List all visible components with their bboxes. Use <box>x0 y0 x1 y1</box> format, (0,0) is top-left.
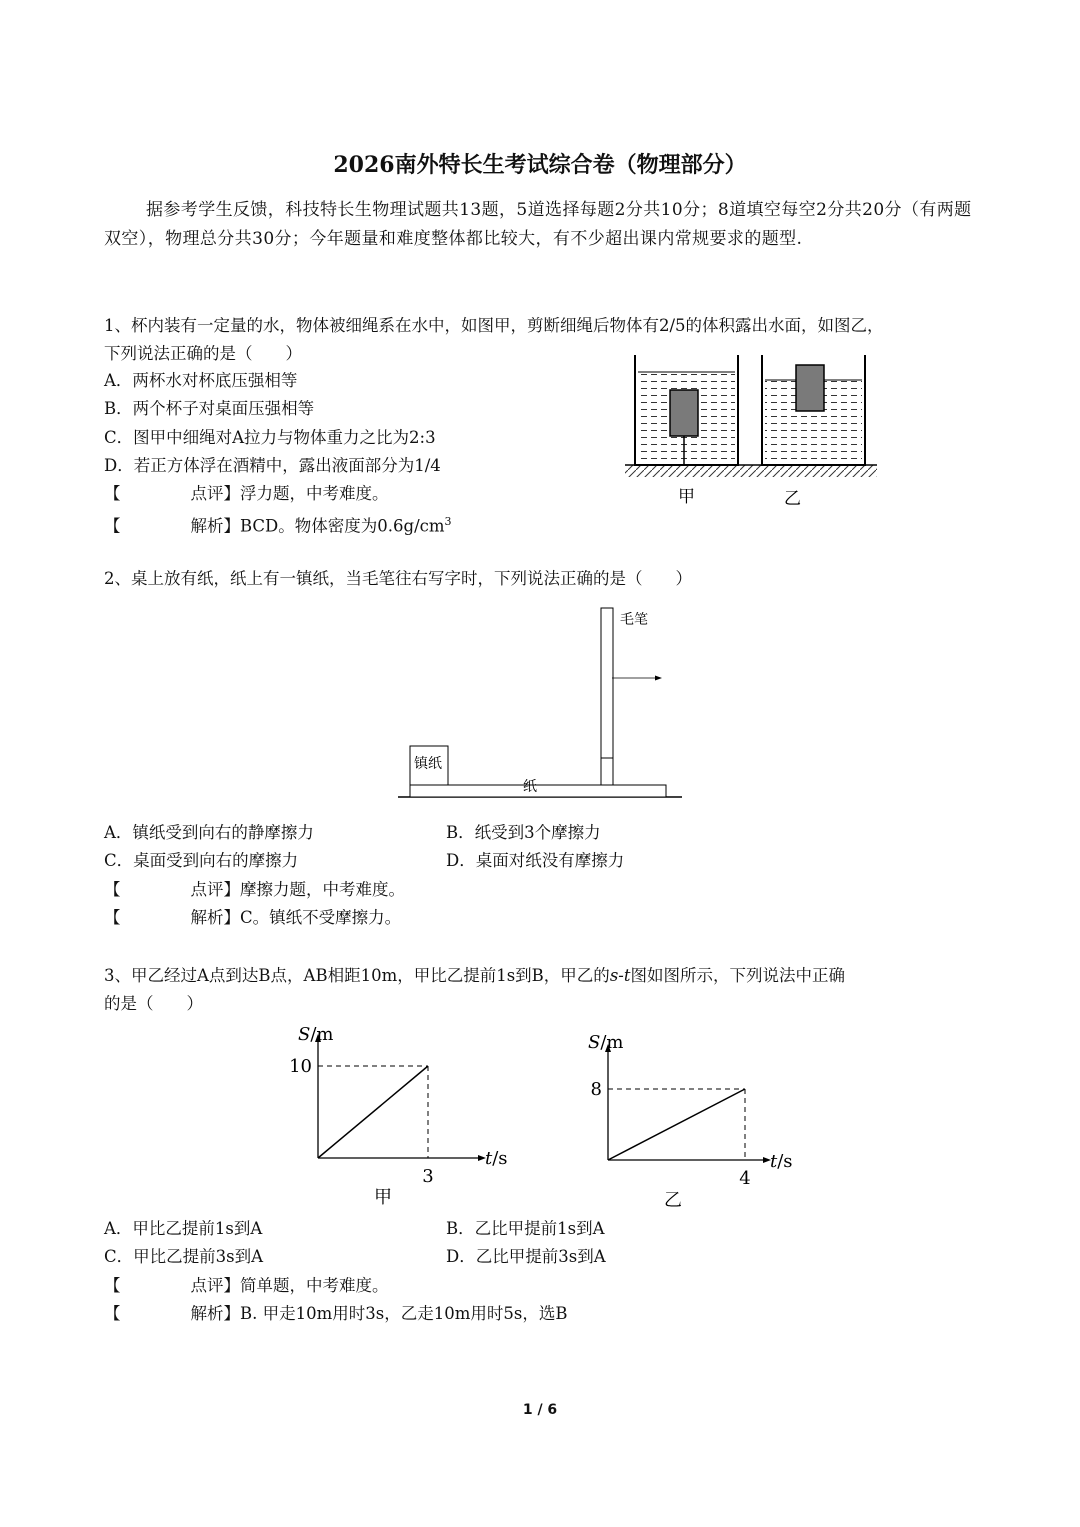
cup-right-label: 乙 <box>784 489 801 509</box>
y-axis-label: S/m <box>298 1024 334 1045</box>
q1-comment-text: 浮力题，中考难度。 <box>240 484 389 503</box>
q3-stem-italic: s-t <box>609 966 631 985</box>
q2-comment-bracket: 【 <box>104 880 121 899</box>
q2-option-d: D．桌面对纸没有摩擦力 <box>446 851 625 870</box>
q3-stem-line2: 的是（ ） <box>104 994 203 1013</box>
q1-option-b: B．两个杯子对桌面压强相等 <box>104 399 315 418</box>
x-axis-label: t/s <box>485 1148 508 1169</box>
q1-analysis-bracket: 【 <box>104 516 121 536</box>
q1-analysis-label: 解析】 <box>190 516 240 536</box>
x-axis-label: t/s <box>770 1151 793 1172</box>
q3-option-b: B．乙比甲提前1s到A <box>446 1219 605 1238</box>
x-tick-label: 4 <box>739 1168 751 1189</box>
y-tick-label: 8 <box>590 1079 602 1100</box>
q2-comment-label: 点评】 <box>190 880 240 899</box>
q2-stem: 2、桌上放有纸，纸上有一镇纸，当毛笔往右写字时，下列说法正确的是（ ） <box>104 569 692 588</box>
paper-label: 纸 <box>523 779 537 795</box>
q3-option-d: D．乙比甲提前3s到A <box>446 1247 606 1266</box>
q3-chart-yi <box>570 1028 810 1218</box>
chart-caption: 乙 <box>664 1190 682 1211</box>
q1-comment-bracket: 【 <box>104 484 121 503</box>
q1-comment-label: 点评】 <box>190 484 240 503</box>
cup-left-label: 甲 <box>678 487 695 507</box>
q1-analysis-sup: 3 <box>444 515 452 528</box>
q3-analysis-label: 解析】 <box>190 1304 240 1323</box>
q3-comment <box>104 1276 389 1296</box>
q3-stem-before: 3、甲乙经过A点到达B点，AB相距10m，甲比乙提前1s到B，甲乙的 <box>104 966 610 985</box>
intro-paragraph: 据参考学生反馈，科技特长生物理试题共13题，5道选择每题2分共10分；8道填空每空2分共20分（有两题双空），物理总分共30分；今年题量和难度整体都比较大，有不少超出课内常规要求的题型. <box>104 200 972 249</box>
q2-analysis-bracket: 【 <box>104 908 121 927</box>
q3-analysis-text: B. 甲走10m用时3s，乙走10m用时5s，选B <box>240 1304 568 1323</box>
q2-option-c: C．桌面受到向右的摩擦力 <box>104 851 299 870</box>
block-right <box>796 365 824 411</box>
page-title: 2026南外特长生考试综合卷（物理部分） <box>333 152 747 178</box>
brush-label: 毛笔 <box>620 612 648 628</box>
chart-caption: 甲 <box>374 1187 392 1208</box>
q2-figure <box>390 600 690 805</box>
q3-comment-label: 点评】 <box>190 1276 240 1295</box>
ground-hatch <box>625 465 877 477</box>
q3-stem-after: 图如图所示，下列说法中正确 <box>630 966 845 985</box>
q2-analysis-label: 解析】 <box>190 908 240 927</box>
q2-analysis <box>104 908 401 928</box>
q1-option-a: A．两杯水对杯底压强相等 <box>104 371 298 390</box>
q2-comment-text: 摩擦力题，中考难度。 <box>240 880 405 899</box>
q3-analysis <box>104 1304 567 1324</box>
x-tick-label: 3 <box>422 1166 434 1187</box>
q3-comment-text: 简单题，中考难度。 <box>240 1276 389 1295</box>
q1-analysis-text: BCD。物体密度为0.6g/cm <box>240 516 445 536</box>
q3-comment-bracket: 【 <box>104 1276 121 1295</box>
q3-option-a: A．甲比乙提前1s到A <box>104 1219 263 1238</box>
direction-arrow-head <box>655 676 662 681</box>
y-axis-label: S/m <box>588 1032 624 1053</box>
q1-stem-line1: 1、杯内装有一定量的水，物体被细绳系在水中，如图甲，剪断细绳后物体有2/5的体积露出水面，如图乙， <box>104 316 884 335</box>
q3-analysis-bracket: 【 <box>104 1304 121 1323</box>
q3-stem-line1 <box>104 966 845 986</box>
q1-cups-figure <box>620 350 890 515</box>
page-number: 1 / 6 <box>522 1402 558 1418</box>
paper <box>410 785 666 797</box>
q2-analysis-text: C。镇纸不受摩擦力。 <box>240 908 402 927</box>
q2-comment <box>104 880 405 900</box>
series-line <box>608 1089 745 1160</box>
q1-option-d: D．若正方体浮在酒精中，露出液面部分为1/4 <box>104 456 441 475</box>
y-tick-label: 10 <box>289 1056 312 1077</box>
q2-option-b: B．纸受到3个摩擦力 <box>446 823 601 842</box>
series-line <box>318 1066 428 1158</box>
q1-comment <box>104 484 389 504</box>
q1-option-c: C．图甲中细绳对A拉力与物体重力之比为2:3 <box>104 428 436 447</box>
q1-analysis <box>104 512 452 537</box>
q3-chart-jia <box>280 1018 520 1218</box>
q3-option-c: C．甲比乙提前3s到A <box>104 1247 264 1266</box>
paperweight-label: 镇纸 <box>414 756 442 772</box>
q2-option-a: A．镇纸受到向右的静摩擦力 <box>104 823 314 842</box>
block-left <box>670 390 698 436</box>
q1-stem-line2: 下列说法正确的是（ ） <box>104 344 302 363</box>
